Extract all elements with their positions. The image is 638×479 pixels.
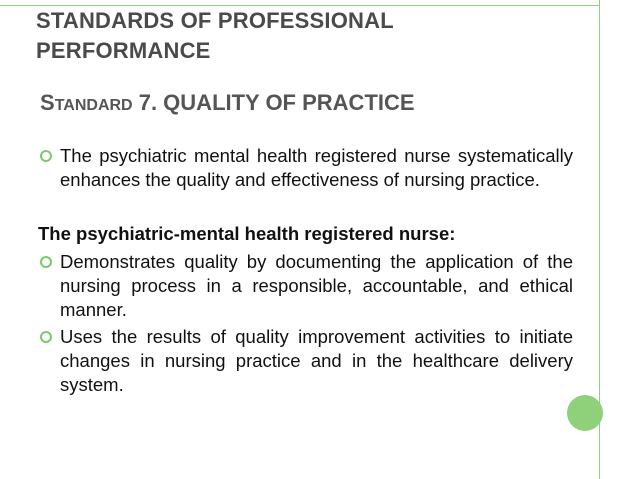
- bullet-icon: [40, 331, 52, 343]
- bullet-1-text: Demonstrates quality by documenting the application of the nursing process in a responsible, accountable, and ethical manner.: [60, 251, 573, 320]
- bullet-icon: [40, 150, 52, 162]
- subtitle-rest: 7. QUALITY OF PRACTICE: [132, 90, 415, 115]
- intro-bullet: [38, 144, 573, 192]
- title-line-2: PERFORMANCE: [36, 38, 211, 63]
- subtitle-small-caps: TANDARD: [54, 97, 133, 114]
- bullet-1: [38, 250, 573, 322]
- lead-line: The psychiatric-mental health registered nurse:: [38, 223, 456, 244]
- title-line-1: STANDARDS OF PROFESSIONAL: [36, 8, 394, 33]
- subtitle-initial: S: [40, 90, 55, 115]
- slide-subtitle: [40, 89, 415, 120]
- slide-body: [38, 144, 573, 397]
- intro-bullet-text: The psychiatric mental health registered nurse systematically enhances the quality and effectiveness of nursing practice.: [60, 145, 573, 190]
- bullet-icon: [40, 256, 52, 268]
- green-circle-decoration: [567, 395, 603, 431]
- bullet-2: [38, 325, 573, 397]
- slide-title: [36, 6, 556, 66]
- bullet-2-text: Uses the results of quality improvement activities to initiate changes in nursing practice and in the healthcare delivery system.: [60, 326, 573, 395]
